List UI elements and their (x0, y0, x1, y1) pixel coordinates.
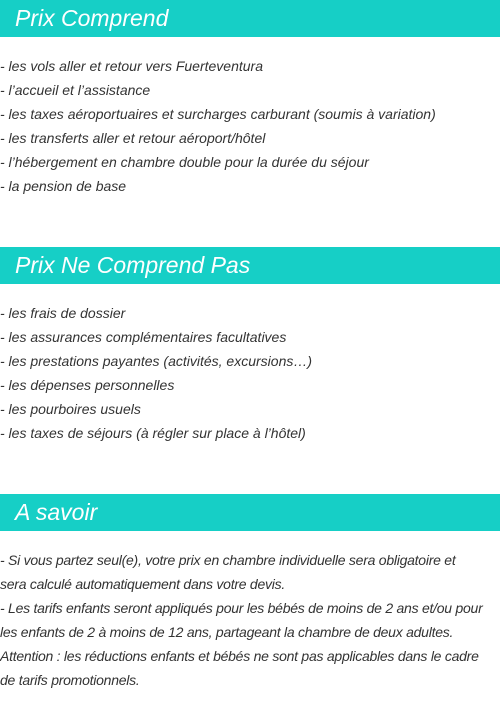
section-prix-ne-comprend-pas (0, 247, 500, 445)
text-line: sera calculé automatiquement dans votre devis. (0, 576, 285, 592)
list-item: - les vols aller et retour vers Fuerteventura (0, 58, 263, 74)
section-title: Prix Comprend (0, 0, 500, 37)
list-item: - les taxes aéroportuaires et surcharges carburant (soumis à variation) (0, 106, 436, 122)
section-prix-comprend (0, 0, 500, 198)
section-title: A savoir (0, 494, 500, 531)
list-item: - les assurances complémentaires facultatives (0, 329, 287, 345)
section-a-savoir (0, 494, 500, 692)
text-line: - Si vous partez seul(e), votre prix en chambre individuelle sera obligatoire et (0, 552, 456, 568)
list-item: - les taxes de séjours (à régler sur place à l’hôtel) (0, 425, 306, 441)
list-item: - l’accueil et l’assistance (0, 82, 151, 98)
text-line: - Les tarifs enfants seront appliqués pour les bébés de moins de 2 ans et/ou pour (0, 600, 483, 616)
list-item: - les frais de dossier (0, 305, 126, 321)
list-item: - les transferts aller et retour aéroport/hôtel (0, 130, 266, 146)
text-line: de tarifs promotionnels. (0, 672, 140, 688)
list-item: - l’hébergement en chambre double pour la durée du séjour (0, 154, 369, 170)
list-item: - les pourboires usuels (0, 401, 141, 417)
list-item: - les dépenses personnelles (0, 377, 175, 393)
section-title: Prix Ne Comprend Pas (0, 247, 500, 284)
list-item: - la pension de base (0, 178, 127, 194)
notes-text (0, 548, 500, 692)
included-list (0, 54, 500, 198)
text-line: Attention : les réductions enfants et bébés ne sont pas applicables dans le cadre (0, 648, 479, 664)
list-item: - les prestations payantes (activités, excursions…) (0, 353, 313, 369)
excluded-list (0, 301, 500, 445)
text-line: les enfants de 2 à moins de 12 ans, partageant la chambre de deux adultes. (0, 624, 454, 640)
